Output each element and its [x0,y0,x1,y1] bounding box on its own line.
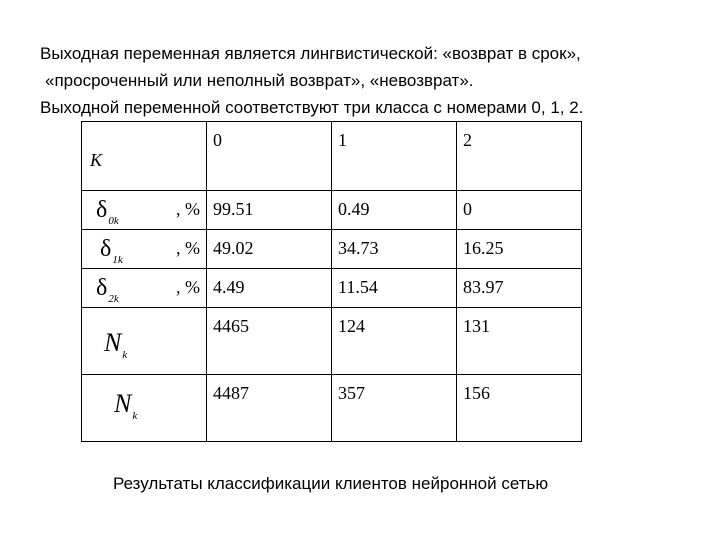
row-header [82,191,207,230]
unit-label: , % [176,277,200,297]
row-header [82,269,207,308]
table-cell: 34.73 [332,230,457,269]
table-cell: 83.97 [457,269,582,308]
table-cell: 0.49 [332,191,457,230]
table-row [82,269,582,308]
intro-line-3: Выходной переменной соответствуют три класса с номерами 0, 1, 2. [40,98,584,117]
table-row [82,191,582,230]
table-row [82,375,582,442]
table-cell: 0 [457,191,582,230]
delta-symbol: $\delta_{0k}$ [96,197,119,227]
unit-label: , % [176,238,200,258]
table-cell: 16.25 [457,230,582,269]
table-cell: 4.49 [207,269,332,308]
intro-text [40,40,710,121]
table-row [82,230,582,269]
classification-table [81,121,582,442]
table-cell: 49.02 [207,230,332,269]
delta-symbol: $\delta_{2k}$ [96,275,119,305]
n-symbol: $N_k$ [114,389,138,422]
row-header [82,375,207,442]
table-cell: 357 [332,375,457,442]
table-caption: Результаты классификации клиентов нейронной сетью [113,474,549,493]
header-row [82,122,582,191]
delta-symbol: $\delta_{1k}$ [100,236,123,266]
table-cell: 11.54 [332,269,457,308]
table-cell: 4465 [207,308,332,375]
table-cell: 156 [457,375,582,442]
column-header: 1 [332,122,457,191]
column-header: 2 [457,122,582,191]
unit-label: , % [176,199,200,219]
intro-line-2: «просроченный или неполный возврат», «невозврат». [45,71,474,90]
table-row [82,308,582,375]
column-header: 0 [207,122,332,191]
table-cell: 99.51 [207,191,332,230]
row-header [82,230,207,269]
intro-line-1: Выходная переменная является лингвистической: «возврат в срок», [40,44,581,63]
class-label: K [90,150,103,170]
table-cell: 124 [332,308,457,375]
table-cell: 131 [457,308,582,375]
corner-cell [82,122,207,191]
row-header [82,308,207,375]
table-cell: 4487 [207,375,332,442]
n-symbol: $N_k$ [104,328,128,361]
